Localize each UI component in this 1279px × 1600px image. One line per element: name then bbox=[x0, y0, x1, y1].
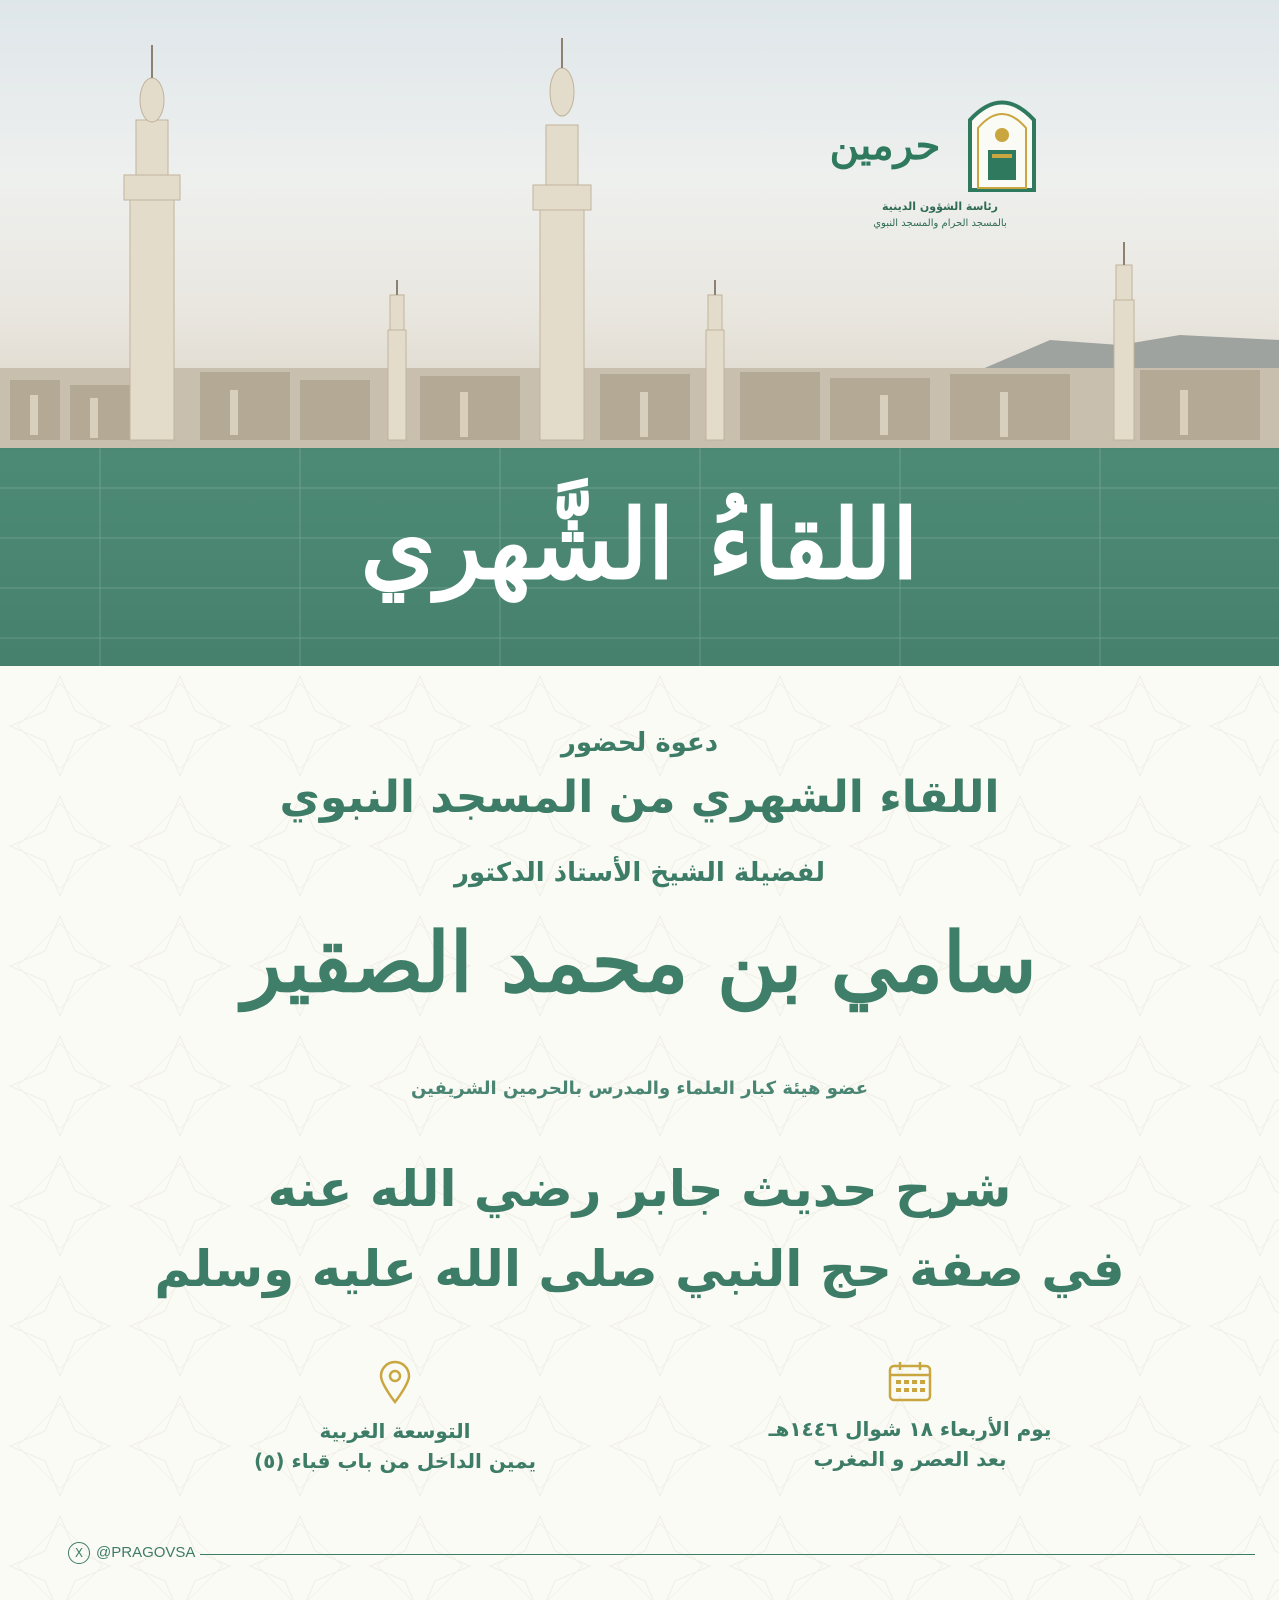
calendar-icon bbox=[888, 1360, 932, 1402]
sheikh-title: لفضيلة الشيخ الأستاذ الدكتور bbox=[454, 858, 825, 888]
place-line-2: يمين الداخل من باب قباء (٥) bbox=[254, 1449, 536, 1473]
x-icon[interactable]: X bbox=[68, 1542, 90, 1564]
logo-line-2: بالمسجد الحرام والمسجد النبوي bbox=[873, 218, 1007, 229]
date-info bbox=[740, 1360, 1080, 1474]
topic-line-1: شرح حديث جابر رضي الله عنه bbox=[267, 1160, 1012, 1218]
place-info bbox=[225, 1360, 565, 1476]
date-line-1: يوم الأربعاء ١٨ شوال ١٤٤٦هـ bbox=[768, 1417, 1052, 1441]
topic-line-2: في صفة حج النبي صلى الله عليه وسلم bbox=[154, 1240, 1125, 1298]
date-line-2: بعد العصر و المغرب bbox=[813, 1447, 1007, 1471]
place-line-1: التوسعة الغربية bbox=[319, 1419, 471, 1443]
hero-photo bbox=[0, 0, 1279, 450]
invitation-intro: دعوة لحضور bbox=[560, 728, 719, 758]
mosque-skyline-illustration bbox=[0, 0, 1279, 450]
sheikh-role: عضو هيئة كبار العلماء والمدرس بالحرمين الشريفين bbox=[410, 1078, 869, 1099]
social-handle[interactable]: @PRAGOVSA bbox=[96, 1544, 196, 1561]
sheikh-name: سامي بن محمد الصقير bbox=[242, 915, 1037, 1011]
footer bbox=[60, 1540, 1190, 1570]
logo-wordmark: حرمين bbox=[829, 122, 941, 169]
title-banner bbox=[0, 448, 1279, 666]
footer-divider bbox=[200, 1554, 1255, 1555]
harmain-logo bbox=[820, 80, 1050, 240]
location-pin-icon bbox=[378, 1360, 412, 1404]
event-title: اللقاء الشهري من المسجد النبوي bbox=[279, 772, 1000, 823]
banner-title: اللقاءُ الشَّهري bbox=[360, 488, 919, 601]
logo-line-1: رئاسة الشؤون الدينية bbox=[882, 200, 998, 213]
